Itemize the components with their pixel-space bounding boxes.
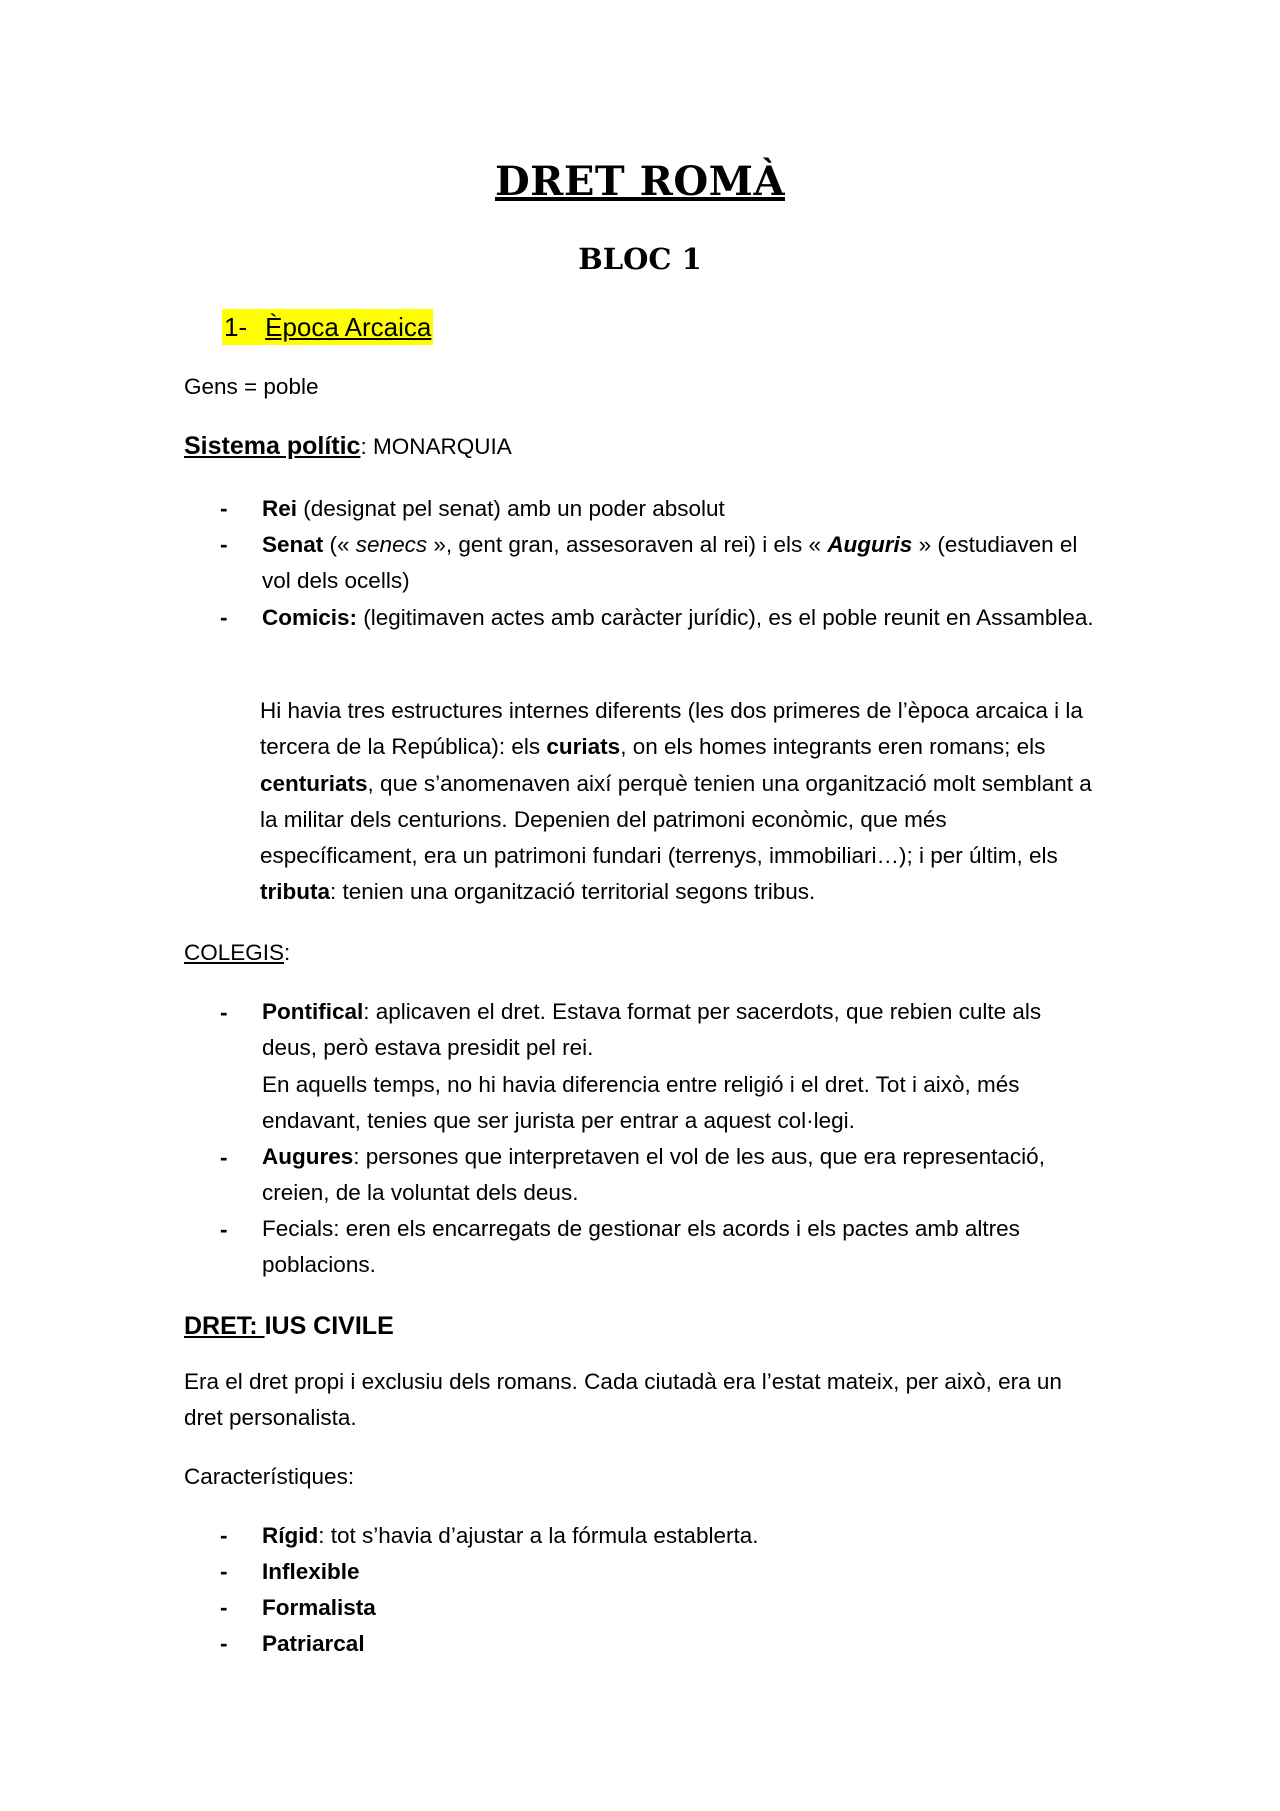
item-text: (« xyxy=(323,532,356,557)
para-text: : tenien una organització territorial segons tribus. xyxy=(330,879,816,905)
list-item-comicis xyxy=(262,600,1102,636)
bullet-dash: - xyxy=(220,1523,228,1548)
bullet-dash: - xyxy=(220,1559,228,1584)
bullet-dash: - xyxy=(220,1631,228,1656)
sistema-politic-heading xyxy=(184,431,512,462)
section-number: 1- xyxy=(224,312,248,342)
document-title: DRET ROMÀ xyxy=(494,158,785,205)
list-item-pontifical xyxy=(262,994,1102,1139)
caracteristiques-label: Característiques: xyxy=(184,1464,355,1489)
item-text: : aplicaven el dret. Estava format per sacerdots, que rebien culte als deus, però estava presidit pel rei. xyxy=(262,999,1042,1061)
bullet-dash: - xyxy=(220,1145,228,1170)
gens-line: Gens = poble xyxy=(184,374,319,399)
item-bold: Inflexible xyxy=(262,1559,360,1584)
item-text: (legitimaven actes amb caràcter jurídic), es el poble reunit en Assamblea. xyxy=(357,605,1094,630)
section-title: Època Arcaica xyxy=(265,312,432,342)
list-item-augures xyxy=(262,1139,1102,1212)
dret-label: DRET: xyxy=(184,1312,265,1340)
item-text: (designat pel senat) amb un poder absolut xyxy=(297,496,725,521)
para-bold: curiats xyxy=(546,734,621,760)
bullet-dash: - xyxy=(220,1595,228,1620)
item-text: Fecials: eren els encarregats de gestionar els acords i els pactes amb altres poblacions. xyxy=(262,1216,1020,1278)
section-heading-epoca-arcaica xyxy=(222,309,433,345)
item-text: En aquells temps, no hi havia diferencia entre religió i el dret. Tot i això, més endavant, tenies que ser jurista per entrar a aquest col·legi. xyxy=(262,1071,1020,1133)
para-bold: centuriats xyxy=(260,770,368,796)
list-item-senat xyxy=(262,527,1102,600)
list-item-patriarcal xyxy=(262,1626,1102,1662)
bullet-dash: - xyxy=(220,532,228,557)
para-bold: tributa xyxy=(260,879,330,905)
para-text: , que s’anomenaven així perquè tenien una organització molt semblant a la militar dels centurions. Depenien del patrimoni econòmic, que més específicament, era un patrimoni fundari (terrenys, immobiliari…); i per últim, els xyxy=(260,770,1092,869)
bullet-dash: - xyxy=(220,496,228,521)
bullet-dash: - xyxy=(220,1217,228,1242)
item-text: : tot s’havia d’ajustar a la fórmula establerta. xyxy=(318,1523,759,1548)
sistema-value: MONARQUIA xyxy=(372,434,512,459)
sistema-sep: : xyxy=(360,434,373,459)
bullet-dash: - xyxy=(220,1000,228,1025)
item-bold: Augures xyxy=(262,1144,354,1169)
colegis-label: COLEGIS xyxy=(184,940,285,965)
item-italic: senecs xyxy=(355,532,428,557)
item-bold: Pontifical xyxy=(262,999,364,1024)
item-bold: Senat xyxy=(262,532,324,557)
document-subtitle: BLOC 1 xyxy=(578,242,702,276)
sistema-label: Sistema polític xyxy=(184,432,361,460)
item-text: : persones que interpretaven el vol de les aus, que era representació, creien, de la voluntat dels deus. xyxy=(262,1144,1045,1206)
dret-value: IUS CIVILE xyxy=(264,1312,394,1340)
colegis-heading xyxy=(184,938,290,968)
para-text: , on els homes integrants eren romans; els xyxy=(620,734,1046,760)
colegis-sep: : xyxy=(284,940,291,965)
list-item-inflexible xyxy=(262,1554,1102,1590)
list-item-formalista xyxy=(262,1590,1102,1626)
item-bold: Formalista xyxy=(262,1595,376,1620)
item-bold: Rei xyxy=(262,496,298,521)
item-bold: Comicis: xyxy=(262,605,358,630)
dret-heading xyxy=(184,1311,394,1342)
para-text: Hi havia tres estructures internes diferents (les dos primeres de l’època arcaica i la tercera de la República): els xyxy=(260,698,1083,760)
bullet-dash: - xyxy=(220,605,228,630)
estructures-paragraph xyxy=(260,693,1110,911)
item-bold: Rígid xyxy=(262,1523,319,1548)
list-item-rigid xyxy=(262,1518,1102,1554)
item-bold-italic: Auguris xyxy=(827,532,913,557)
item-text: », gent gran, assesoraven al rei) i els « xyxy=(427,532,828,557)
list-item-rei xyxy=(262,491,1102,527)
item-text: » (estudiaven el vol dels ocells) xyxy=(262,532,1078,594)
list-item-fecials xyxy=(262,1211,1102,1284)
item-bold: Patriarcal xyxy=(262,1631,365,1656)
dret-paragraph: Era el dret propi i exclusiu dels romans. Cada ciutadà era l’estat mateix, per això, era un dret personalista. xyxy=(184,1369,1062,1431)
